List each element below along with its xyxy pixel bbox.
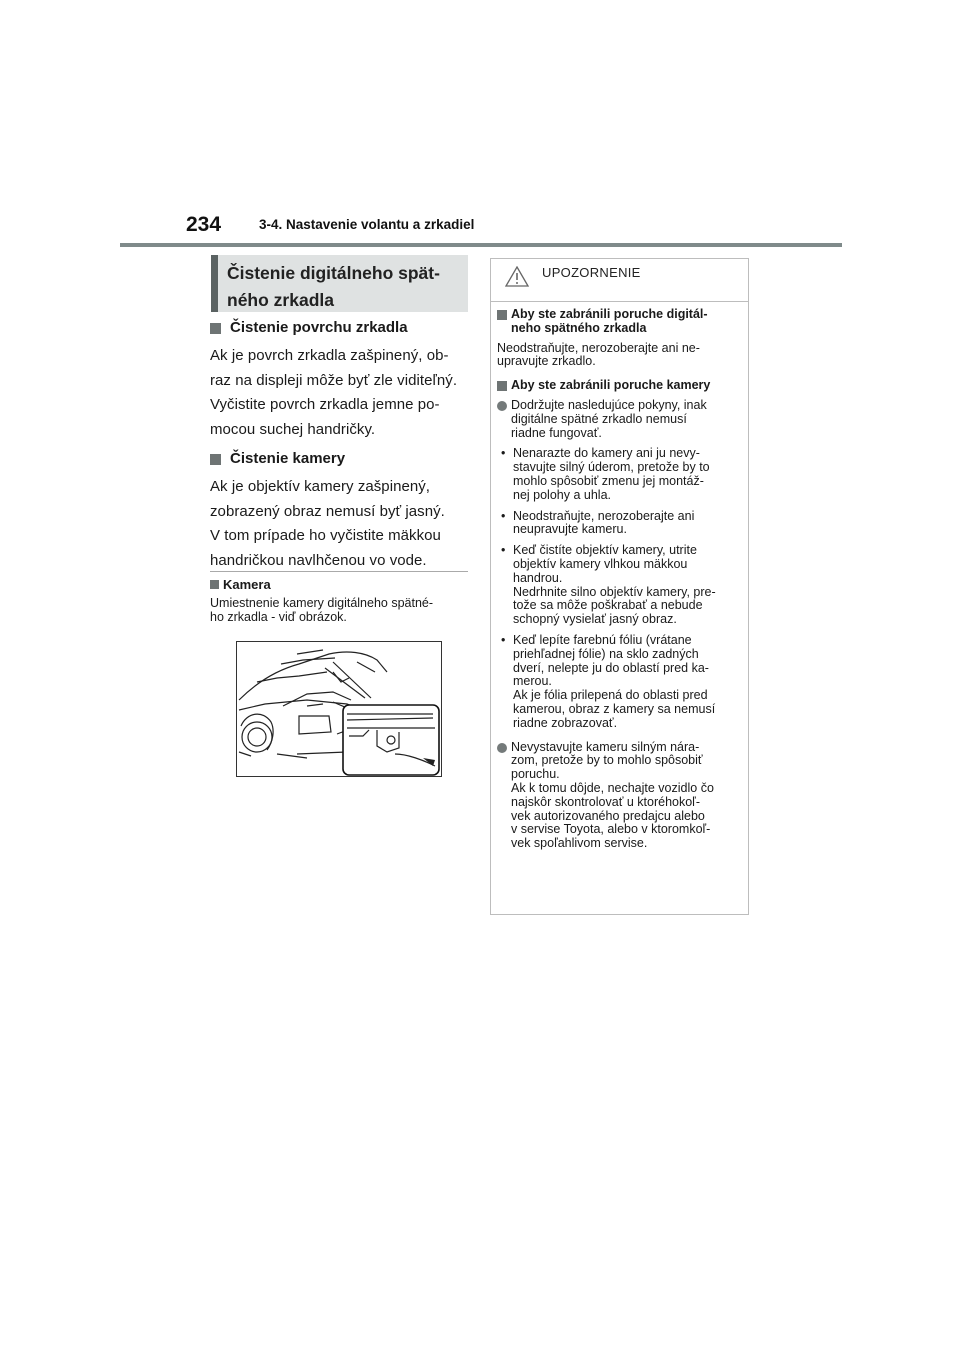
text-line: Aby ste zabránili poruche kamery xyxy=(511,378,711,393)
text-line: stavujte silný úderom, pretože by to xyxy=(513,460,710,475)
warning-subheading xyxy=(497,379,741,393)
text-line: zobrazený obraz nemusí byť jasný. xyxy=(210,502,445,520)
text-line: mocou suchej handričky. xyxy=(210,420,376,438)
text-line: Ak k tomu dôjde, nechajte vozidlo čo xyxy=(511,780,714,795)
header-rule xyxy=(120,243,842,247)
warning-item xyxy=(497,741,741,851)
bullet-dot-icon: • xyxy=(501,508,506,523)
text-line: mohlo spôsobiť zmenu jej montáž- xyxy=(513,473,704,488)
text-line: Keď čistíte objektív kamery, utrite xyxy=(513,543,697,558)
warning-triangle-icon xyxy=(505,266,529,287)
heading-text: Čistenie kamery xyxy=(230,450,346,467)
text-line: Ak je objektív kamery zašpinený, xyxy=(210,478,431,495)
section-title-line: ného zrkadla xyxy=(227,290,334,310)
warning-text xyxy=(497,342,741,370)
text-line: raz na displeji môže byť zle viditeľný. xyxy=(210,371,458,389)
text-line: tože sa môže poškrabať a nebude xyxy=(513,598,703,613)
text-line: riadne fungovať. xyxy=(511,425,602,440)
text-line: Neodstraňujte, nerozoberajte ani xyxy=(513,508,695,523)
warning-bullet xyxy=(497,544,741,627)
note-divider xyxy=(210,571,468,572)
bullet-dot-icon: • xyxy=(501,446,506,461)
text-line: kamerou, obraz z kamery sa nemusí xyxy=(513,701,716,716)
text-line: zom, pretože by to mohlo spôsobiť xyxy=(511,753,703,768)
square-bullet-icon xyxy=(210,323,221,334)
text-line: priehľadnej fólie) na sklo zadných xyxy=(513,646,699,661)
circle-bullet-icon xyxy=(497,401,507,411)
warning-bullet xyxy=(497,447,741,502)
mirror-surface-text xyxy=(210,344,472,442)
text-line: neupravujte kameru. xyxy=(513,522,627,537)
section-title-line: Čistenie digitálneho spät- xyxy=(227,263,440,283)
note-heading xyxy=(210,577,271,592)
warning-item xyxy=(497,399,741,440)
text-line: riadne zobrazovať. xyxy=(513,715,618,730)
text-line: merou. xyxy=(513,674,552,689)
text-line: Nenarazte do kamery ani ju nevy- xyxy=(513,446,700,461)
square-bullet-icon xyxy=(497,381,507,391)
square-bullet-icon xyxy=(210,454,221,465)
left-column xyxy=(210,318,472,580)
text-line: vek spoľahlivom servise. xyxy=(511,836,648,851)
text-line: nej polohy a uhla. xyxy=(513,487,611,502)
square-bullet-icon xyxy=(210,580,219,589)
heading-text: Čistenie povrchu zrkadla xyxy=(230,319,408,336)
chapter-title: 3-4. Nastavenie volantu a zrkadiel xyxy=(259,217,475,232)
text-line: neho spätného zrkadla xyxy=(511,320,647,335)
camera-location-illustration xyxy=(236,641,442,777)
text-line: digitálne spätné zrkadlo nemusí xyxy=(511,411,687,426)
text-line: poruchu. xyxy=(511,767,560,782)
text-line: Keď lepíte farebnú fóliu (vrátane xyxy=(513,632,692,647)
text-line: Neodstraňujte, nerozoberajte ani ne- xyxy=(497,340,700,355)
text-line: Dodržujte nasledujúce pokyny, inak xyxy=(511,397,707,412)
mirror-surface-heading xyxy=(210,318,472,338)
text-line: Vyčistite povrch zrkadla jemne po- xyxy=(210,396,440,413)
text-line: V tom prípade ho vyčistite mäkkou xyxy=(210,527,441,544)
text-line: Nedrhnite silno objektív kamery, pre- xyxy=(513,584,716,599)
text-line: dverí, nelepte ju do oblastí pred ka- xyxy=(513,660,709,675)
section-title-box xyxy=(211,255,468,312)
square-bullet-icon xyxy=(497,310,507,320)
text-line: Ak je povrch zrkadla zašpinený, ob- xyxy=(210,347,449,364)
text-line: handričkou navlhčenou vo vode. xyxy=(210,551,427,569)
text-line: najskôr skontrolovať u ktoréhokoľ- xyxy=(511,794,700,809)
warning-label: UPOZORNENIE xyxy=(542,265,641,280)
page-number: 234 xyxy=(186,213,222,236)
bullet-dot-icon: • xyxy=(501,632,506,647)
text-line: v servise Toyota, alebo v ktoromkoľ- xyxy=(511,822,711,837)
warning-subheading xyxy=(497,308,741,336)
car-rear-drawing xyxy=(237,642,442,777)
note-text xyxy=(210,596,472,624)
text-line: Nevystavujte kameru silným nára- xyxy=(511,739,700,754)
warning-body xyxy=(491,302,748,851)
text-line: Aby ste zabránili poruche digitál- xyxy=(511,307,708,321)
warning-header xyxy=(491,259,748,302)
text-line: upravujte zrkadlo. xyxy=(497,354,596,369)
text-line: Ak je fólia prilepená do oblasti pred xyxy=(513,688,708,703)
text-line: Umiestnenie kamery digitálneho spätné- xyxy=(210,596,434,610)
camera-cleaning-heading xyxy=(210,449,472,469)
warning-bullet xyxy=(497,510,741,538)
circle-bullet-icon xyxy=(497,743,507,753)
heading-text: Kamera xyxy=(223,577,271,592)
bullet-dot-icon: • xyxy=(501,543,506,558)
camera-cleaning-text xyxy=(210,475,472,573)
warning-bullet xyxy=(497,634,741,731)
text-line: schopný vysielať jasný obraz. xyxy=(513,612,677,627)
text-line: objektív kamery vlhkou mäkkou xyxy=(513,556,688,571)
text-line: vek autorizovaného predajcu alebo xyxy=(511,808,705,823)
warning-box xyxy=(490,258,749,915)
text-line: handrou. xyxy=(513,570,563,585)
text-line: ho zrkadla - viď obrázok. xyxy=(210,610,347,624)
